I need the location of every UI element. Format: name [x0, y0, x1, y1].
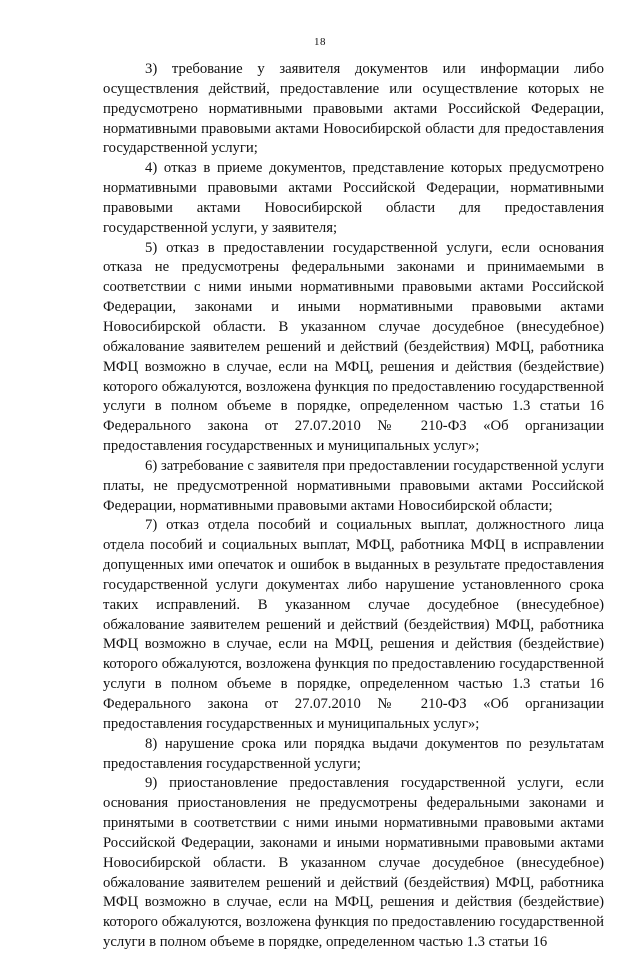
- page-number: 18: [314, 36, 326, 48]
- paragraph-item-7: 7) отказ отдела пособий и социальных выплат, должностного лица отдела пособий и социальных выплат, МФЦ, работника МФЦ в исправлении допущенных ими опечаток и ошибок в выданных в результате предоставления государственной услуги документах либо нарушение установленного срока таких исправлений. В указанном случае досудебное (внесудебное) обжалование заявителем решений и действий (бездействия) МФЦ, работника МФЦ возможно в случае, если на МФЦ, решения и действия (бездействие) которого обжалуются, возложена функция по предоставлению государственной услуги в полном объеме в порядке, определенном частью 1.3 статьи 16 Федерального закона от 27.07.2010 № 210-ФЗ «Об организации предоставления государственных и муниципальных услуг»;: [103, 517, 604, 732]
- paragraph-item-5: 5) отказ в предоставлении государственной услуги, если основания отказа не предусмотрены федеральными законами и принимаемыми в соответствии с ними иными нормативными правовыми актами Российской Федерации, законами и иными нормативными правовыми актами Новосибирской области. В указанном случае досудебное (внесудебное) обжалование заявителем решений и действий (бездействия) МФЦ, работника МФЦ возможно в случае, если на МФЦ, решения и действия (бездействие) которого обжалуются, возложена функция по предоставлению государственной услуги в полном объеме в порядке, определенном частью 1.3 статьи 16 Федерального закона от 27.07.2010 № 210-ФЗ «Об организации предоставления государственных и муниципальных услуг»;: [103, 239, 604, 455]
- paragraph-item-4: 4) отказ в приеме документов, представление которых предусмотрено нормативными правовыми актами Российской Федерации, нормативными правовыми актами Новосибирской области для предоставления государственной услуги, у заявителя;: [103, 160, 604, 236]
- document-body: [103, 60, 604, 953]
- paragraph-item-3: 3) требование у заявителя документов или информации либо осуществления действий, предоставление или осуществление которых не предусмотрено нормативными правовыми актами Российской Федерации, нормативными правовыми актами Новосибирской области для предоставления государственной услуги;: [103, 61, 604, 157]
- paragraph-item-9: 9) приостановление предоставления государственной услуги, если основания приостановления не предусмотрены федеральными законами и принятыми в соответствии с ними иными нормативными правовыми актами Российской Федерации, законами и иными нормативными правовыми актами Новосибирской области. В указанном случае досудебное (внесудебное) обжалование заявителем решений и действий (бездействия) МФЦ, работника МФЦ возможно в случае, если на МФЦ, решения и действия (бездействие) которого обжалуются, возложена функция по предоставлению государственной услуги в полном объеме в порядке, определенном частью 1.3 статьи 16: [103, 775, 604, 951]
- paragraph-item-6: 6) затребование с заявителя при предоставлении государственной услуги платы, не предусмотренной нормативными правовыми актами Российской Федерации, нормативными правовыми актами Новосибирской области;: [103, 457, 604, 514]
- paragraph-item-8: 8) нарушение срока или порядка выдачи документов по результатам предоставления государственной услуги;: [103, 735, 604, 772]
